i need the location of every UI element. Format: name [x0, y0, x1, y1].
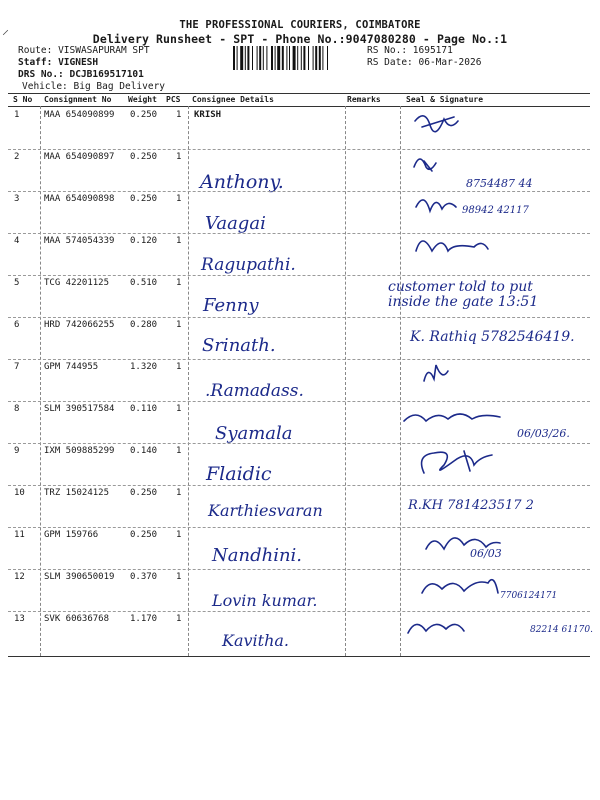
pieces-count: 1 [176, 278, 182, 288]
col-weight: Weight [128, 95, 157, 104]
serial-number: 1 [14, 110, 20, 120]
consignment-number: SLM 390517584 [44, 404, 115, 414]
weight-value: 1.170 [130, 614, 158, 624]
rs-no-value: 1695171 [412, 45, 453, 56]
handwritten-consignee: .Ramadass. [205, 381, 304, 401]
row-separator [8, 401, 590, 402]
vehicle-value: Big Bag Delivery [73, 81, 166, 92]
handwritten-consignee: Kavitha. [222, 631, 290, 650]
weight-value: 0.370 [130, 572, 158, 582]
pieces-count: 1 [176, 362, 182, 372]
pieces-count: 1 [176, 530, 182, 540]
handwritten-consignee: Fenny [203, 295, 259, 316]
column-divider [40, 106, 41, 656]
serial-number: 12 [14, 572, 25, 582]
weight-value: 0.250 [130, 530, 158, 540]
staff-label: Staff: [18, 57, 53, 68]
weight-value: 0.250 [130, 152, 158, 162]
col-pcs: PCS [166, 95, 181, 104]
column-divider [400, 106, 401, 656]
col-remarks: Remarks [347, 95, 381, 104]
consignment-number: TRZ 15024125 [44, 488, 110, 498]
route-label: Route: [18, 45, 53, 56]
row-separator [8, 611, 590, 612]
signature-image [410, 111, 520, 147]
serial-number: 11 [14, 530, 25, 540]
weight-value: 0.250 [130, 110, 158, 120]
pieces-count: 1 [176, 320, 182, 330]
handwritten-consignee: Flaidic [206, 463, 272, 485]
consignment-number: MAA 654090898 [44, 194, 115, 204]
signature-note: K. Rathiq 5782546419. [410, 329, 575, 345]
rs-date-value: 06-Mar-2026 [418, 57, 482, 68]
signature-note: 7706124171 [500, 591, 558, 601]
col-consignee: Consignee Details [192, 95, 274, 104]
serial-number: 9 [14, 446, 20, 456]
consignee-name: KRISH [194, 110, 222, 120]
handwritten-consignee: Anthony. [200, 171, 284, 193]
pieces-count: 1 [176, 236, 182, 246]
handwritten-consignee: Srinath. [202, 335, 276, 356]
handwritten-consignee: Vaagai [205, 213, 266, 234]
rs-no-line [367, 45, 453, 56]
weight-value: 0.250 [130, 194, 158, 204]
drs-value: DCJB169517101 [69, 69, 144, 80]
pieces-count: 1 [176, 446, 182, 456]
consignment-number: HRD 742066255 [44, 320, 115, 330]
weight-value: 0.250 [130, 488, 158, 498]
row-separator [8, 317, 590, 318]
route-line [18, 45, 150, 56]
signature-note: 82214 61170. [530, 625, 593, 635]
pieces-count: 1 [176, 614, 182, 624]
row-separator [8, 527, 590, 528]
pieces-count: 1 [176, 110, 182, 120]
signature-note: 98942 42117 [462, 205, 529, 216]
serial-number: 5 [14, 278, 20, 288]
row-separator [8, 359, 590, 360]
serial-number: 7 [14, 362, 20, 372]
handwritten-consignee: Nandhini. [212, 545, 303, 566]
signature-image [402, 405, 512, 441]
runsheet-subtitle: Delivery Runsheet - SPT - Phone No.:9047080280 - Page No.:1 [92, 32, 508, 46]
drs-label: DRS No.: [18, 69, 64, 80]
serial-number: 3 [14, 194, 20, 204]
signature-image [412, 237, 522, 273]
serial-number: 4 [14, 236, 20, 246]
signature-note: 06/03 [470, 547, 502, 560]
row-separator [8, 275, 590, 276]
consignment-number: TCG 42201125 [44, 278, 110, 288]
handwritten-consignee: Ragupathi. [201, 255, 296, 275]
consignment-number: MAA 654090899 [44, 110, 115, 120]
weight-value: 0.140 [130, 446, 158, 456]
pieces-count: 1 [176, 572, 182, 582]
weight-value: 0.110 [130, 404, 158, 414]
rs-no-label: RS No.: [367, 45, 408, 56]
barcode-image [232, 46, 362, 70]
vehicle-label: Vehicle: [22, 81, 68, 92]
signature-image [420, 363, 530, 399]
signature-image [414, 447, 524, 483]
consignment-number: GPM 744955 [44, 362, 99, 372]
serial-number: 6 [14, 320, 20, 330]
serial-number: 10 [14, 488, 25, 498]
pieces-count: 1 [176, 488, 182, 498]
serial-number: 8 [14, 404, 20, 414]
consignment-number: IXM 509885299 [44, 446, 115, 456]
weight-value: 0.510 [130, 278, 158, 288]
weight-value: 0.280 [130, 320, 158, 330]
column-divider [188, 106, 189, 656]
signature-note: customer told to put inside the gate 13:51 [388, 279, 539, 310]
col-consignment: Consignment No [44, 95, 112, 104]
row-separator [8, 443, 590, 444]
rs-date-line [367, 57, 481, 68]
staff-value: VIGNESH [58, 57, 99, 68]
vehicle-line [22, 81, 165, 92]
pieces-count: 1 [176, 194, 182, 204]
route-value: VISWASAPURAM SPT [58, 45, 150, 56]
weight-value: 1.320 [130, 362, 158, 372]
handwritten-consignee: Syamala [215, 423, 293, 444]
col-sno: S No [13, 95, 33, 104]
signature-note: 06/03/26. [517, 427, 570, 440]
consignment-number: MAA 574054339 [44, 236, 115, 246]
serial-number: 2 [14, 152, 20, 162]
pieces-count: 1 [176, 152, 182, 162]
row-separator [8, 233, 590, 234]
signature-note: R.KH 781423517 2 [408, 498, 534, 513]
row-separator [8, 569, 590, 570]
drs-line [18, 69, 144, 80]
consignment-number: SLM 390650019 [44, 572, 115, 582]
consignment-number: GPM 159766 [44, 530, 99, 540]
rs-date-label: RS Date: [367, 57, 413, 68]
scan-mark: ⸝ [2, 22, 9, 38]
signature-note: 8754487 44 [466, 177, 533, 190]
row-separator [8, 149, 590, 150]
row-separator [8, 191, 590, 192]
column-divider [345, 106, 346, 656]
table-bottom-rule [8, 656, 590, 657]
signature-image [406, 615, 516, 651]
consignment-number: SVK 60636768 [44, 614, 110, 624]
company-title: THE PROFESSIONAL COURIERS, COIMBATORE [179, 19, 421, 31]
table-top-rule [8, 93, 590, 94]
col-seal-signature: Seal & Signature [406, 95, 484, 104]
handwritten-consignee: Lovin kumar. [212, 591, 318, 610]
table-header-rule [8, 106, 590, 107]
pieces-count: 1 [176, 404, 182, 414]
weight-value: 0.120 [130, 236, 158, 246]
handwritten-consignee: Karthiesvaran [208, 501, 323, 520]
staff-line [18, 57, 98, 68]
row-separator [8, 485, 590, 486]
serial-number: 13 [14, 614, 25, 624]
consignment-number: MAA 654090897 [44, 152, 115, 162]
